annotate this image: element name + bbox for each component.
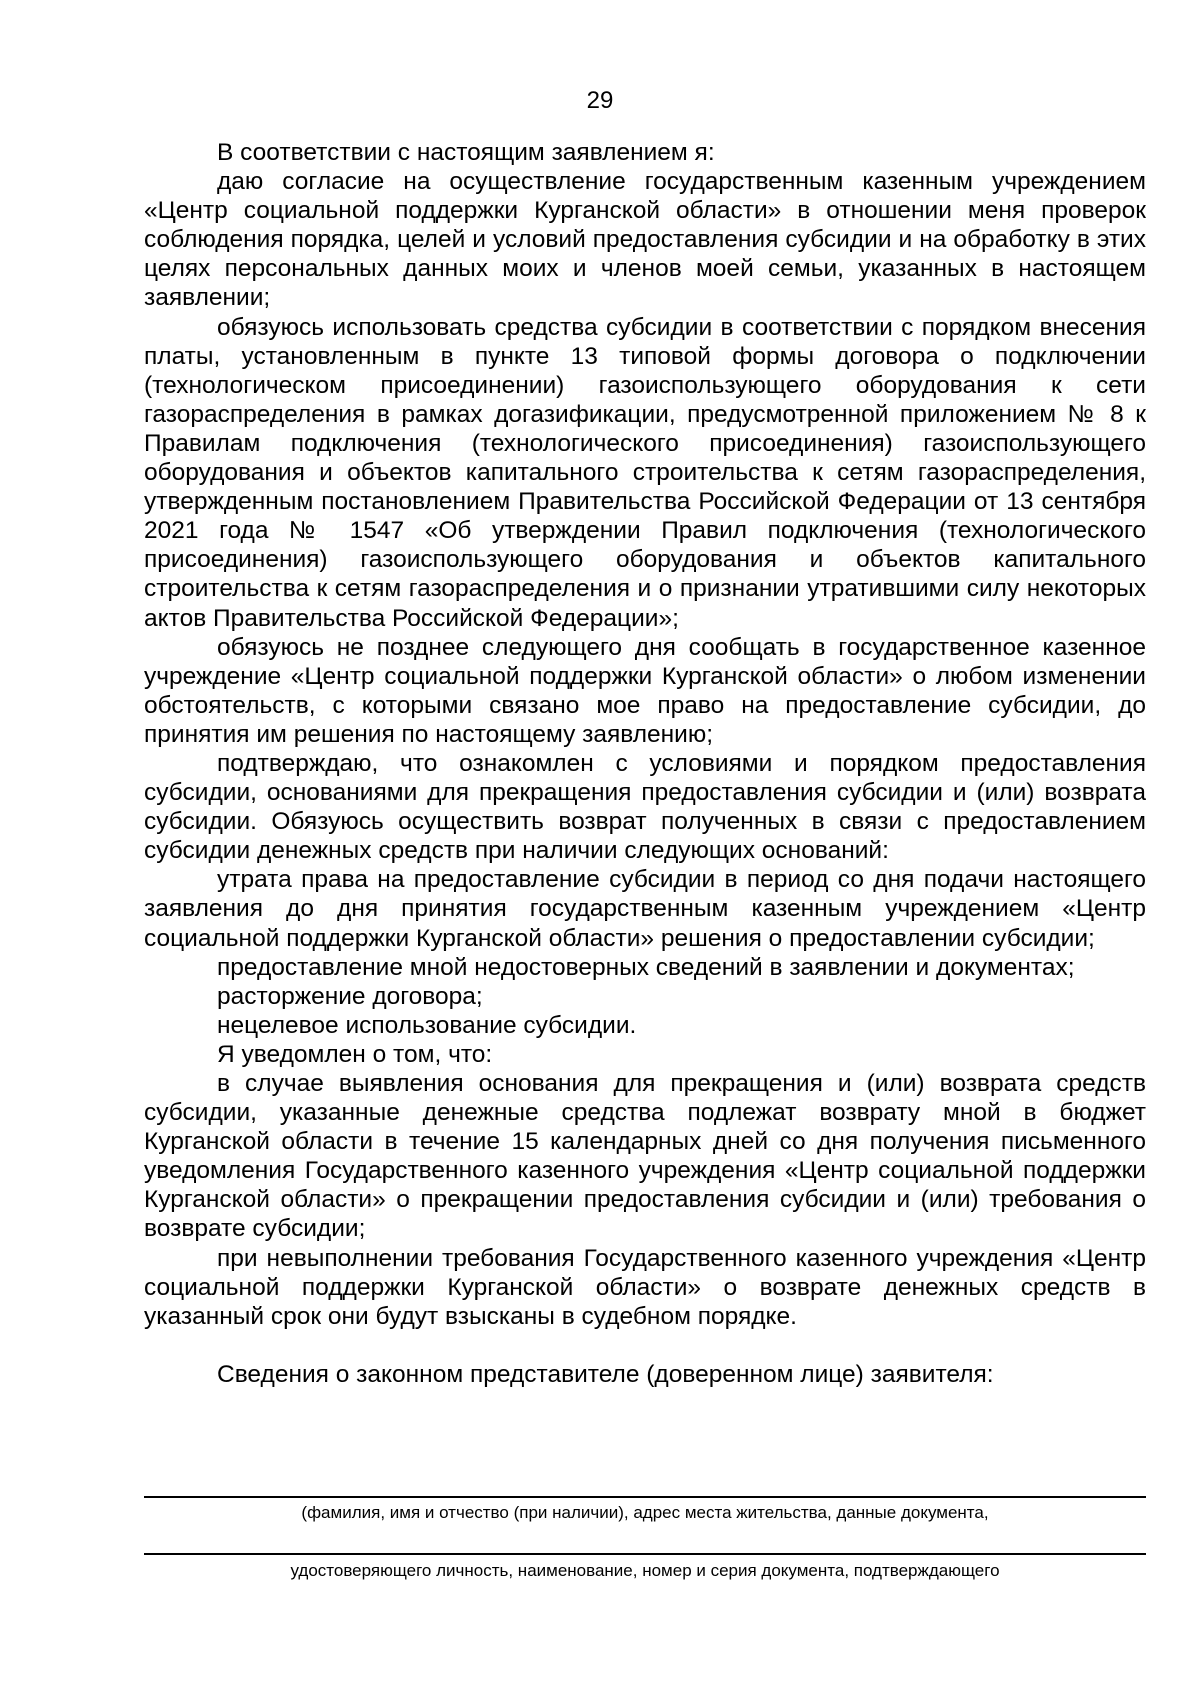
ground-misuse: нецелевое использование субсидии. — [217, 1011, 637, 1039]
intro-paragraph: В соответствии с настоящим заявлением я: — [217, 139, 715, 166]
representative-heading: Сведения о законном представителе (доверенном лице) заявителя: — [217, 1360, 994, 1388]
ground-contract-termination: расторжение договора; — [217, 982, 483, 1010]
ground-loss-of-right: утрата права на предоставление субсидии в период со дня подачи настоящего заявления до дня принятия государственным казенным учреждением «Центр социальной поддержки Курганской области» решения о предоставлении субсидии; — [144, 866, 1146, 952]
notice-enforcement-paragraph: при невыполнении требования Государственного казенного учреждения «Центр социальной поддержки Курганской области» о возврате денежных средств в указанный срок они будут взысканы в судебном порядке. — [144, 1244, 1146, 1330]
obligation-notify-paragraph: обязуюсь не позднее следующего дня сообщать в государственное казенное учреждение «Центр социальной поддержки Курганской области» о любом изменении обстоятельств, с которыми связано мое право на предоставление субсидии, до принятия им решения по настоящему заявлению; — [144, 633, 1146, 748]
fill-in-caption: удостоверяющего личность, наименование, номер и серия документа, подтверждающего — [290, 1561, 1000, 1580]
consent-paragraph: даю согласие на осуществление государственным казенным учреждением «Центр социальной поддержки Курганской области» в отношении меня проверок соблюдения порядка, целей и условий предоставления субсидии и на обработку в этих целях персональных данных моих и членов моей семьи, указанных в настоящем заявлении; — [144, 168, 1146, 312]
obligation-use-paragraph: обязуюсь использовать средства субсидии в соответствии с порядком внесения платы, установленным в пункте 13 типовой формы договора о подключении (технологическом присоединении) газоиспользующего оборудования к сети газораспределения в рамках догазификации, предусмотренной приложением № 8 к Правилам подключения (технологического присоединения) газоиспользующего оборудования и объектов капитального строительства к сетям газораспределения, утвержденным постановлением Правительства Российской Федерации от 13 сентября 2021 года № 1547 «Об утверждении Правил подключения (технологического присоединения) газоиспользующего оборудования и объектов капитального строительства к сетям газораспределения и о признании утратившими силу некоторых актов Правительства Российской Федерации»; — [144, 313, 1146, 632]
fill-in-caption: (фамилия, имя и отчество (при наличии), адрес места жительства, данные документа, — [301, 1503, 989, 1522]
document-body — [144, 138, 1146, 1389]
notice-heading: Я уведомлен о том, что: — [217, 1040, 493, 1068]
confirmation-paragraph: подтверждаю, что ознакомлен с условиями и порядком предоставления субсидии, основаниями для прекращения предоставления субсидии и (или) возврата субсидии. Обязуюсь осуществить возврат полученных в связи с предоставлением субсидии денежных средств при наличии следующих оснований: — [144, 749, 1146, 865]
page-number: 29 — [586, 87, 614, 114]
fill-in-line — [144, 1553, 1146, 1555]
ground-false-information: предоставление мной недостоверных сведений в заявлении и документах; — [217, 953, 1075, 981]
notice-refund-paragraph: в случае выявления основания для прекращения и (или) возврата средств субсидии, указанные денежные средства подлежат возврату мной в бюджет Курганской области в течение 15 календарных дней со дня получения письменного уведомления Государственного казенного учреждения «Центр социальной поддержки Курганской области» о прекращении предоставления субсидии и (или) требования о возврате субсидии; — [144, 1070, 1146, 1243]
fill-in-line — [144, 1496, 1146, 1498]
